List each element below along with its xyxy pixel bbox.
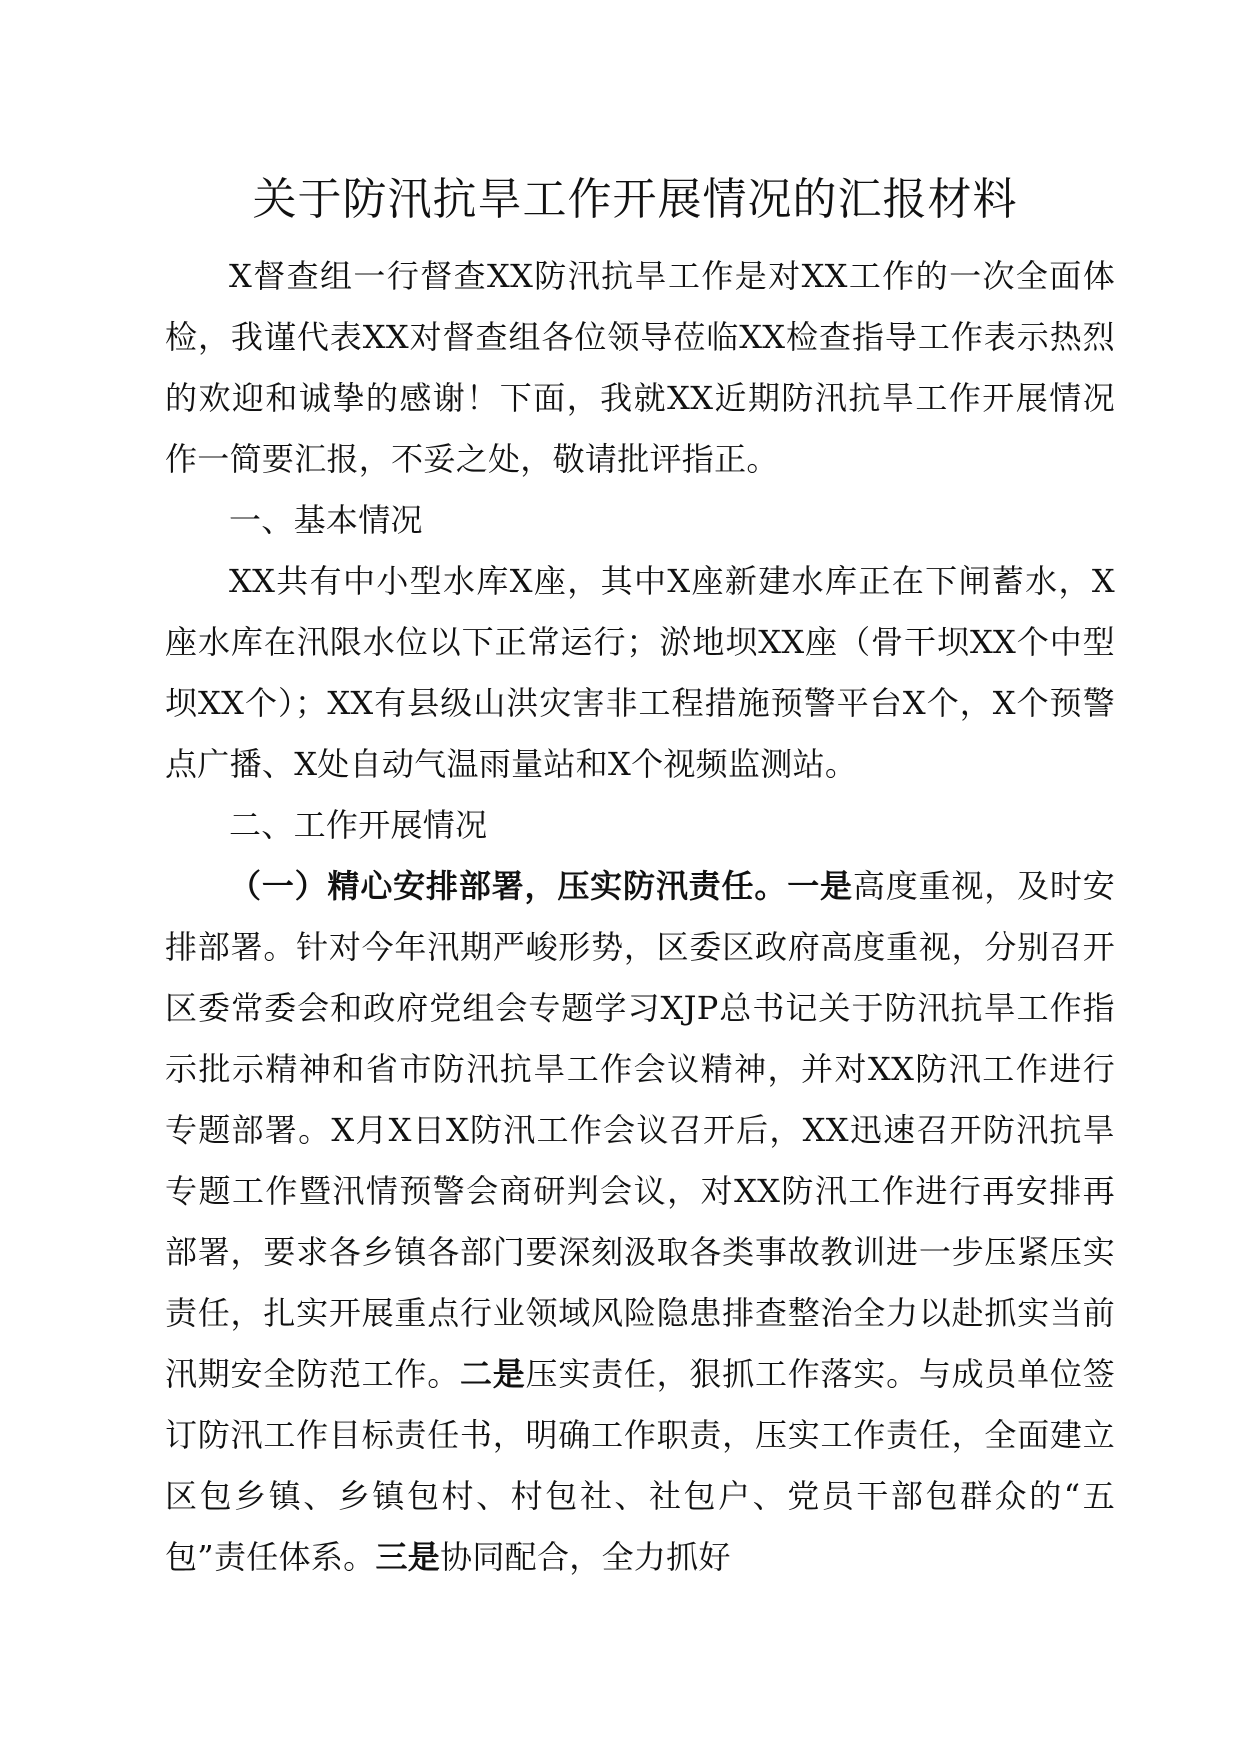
- work-text-2: 压实责任，狠抓工作落实。与成员单位签订防汛工作目标责任书，明确工作职责，压实工作责任，全面建立区包乡镇、乡镇包村、村包社、社包户、党员干部包群众的“五包”责任体系。: [165, 1355, 1116, 1576]
- lead-phrase-2: 二是: [459, 1355, 526, 1393]
- lead-phrase-1: 一是: [787, 867, 853, 905]
- work-text-3: 协同配合，全力抓好: [440, 1538, 731, 1576]
- work-text-1: 高度重视，及时安排部署。针对今年汛期严峻形势，区委区政府高度重视，分别召开区委常委会和政府党组会专题学习XJP总书记关于防汛抗旱工作指示批示精神和省市防汛抗旱工作会议精神，并对XX防汛工作进行专题部署。X月X日X防汛工作会议召开后，XX迅速召开防汛抗旱专题工作暨汛情预警会商研判会议，对XX防汛工作进行再安排再部署，要求各乡镇各部门要深刻汲取各类事故教训进一步压紧压实责任，扎实开展重点行业领域风险隐患排查整治全力以赴抓实当前汛期安全防范工作。: [165, 867, 1115, 1393]
- basic-info-paragraph: XX共有中小型水库X座，其中X座新建水库正在下闸蓄水，X座水库在汛限水位以下正常运行；淤地坝XX座（骨干坝XX个中型坝XX个）；XX有县级山洪灾害非工程措施预警平台X个，X个预警点广播、X处自动气温雨量站和X个视频监测站。: [165, 562, 1115, 783]
- section-heading-basic: 一、基本情况: [229, 501, 423, 539]
- section-heading-work: 二、工作开展情况: [229, 806, 488, 844]
- lead-phrase-3: 三是: [375, 1538, 441, 1576]
- document-title: 关于防汛抗旱工作开展情况的汇报材料: [252, 174, 1018, 225]
- document-body: [165, 246, 1115, 1588]
- intro-paragraph: X督查组一行督查XX防汛抗旱工作是对XX工作的一次全面体检，我谨代表XX对督查组各位领导莅临XX检查指导工作表示热烈的欢迎和诚挚的感谢！下面，我就XX近期防汛抗旱工作开展情况作一简要汇报，不妥之处，敬请批评指正。: [165, 257, 1115, 478]
- subsection-title: （一）精心安排部署，压实防汛责任。: [229, 867, 788, 905]
- work-paragraph: [165, 856, 1115, 1588]
